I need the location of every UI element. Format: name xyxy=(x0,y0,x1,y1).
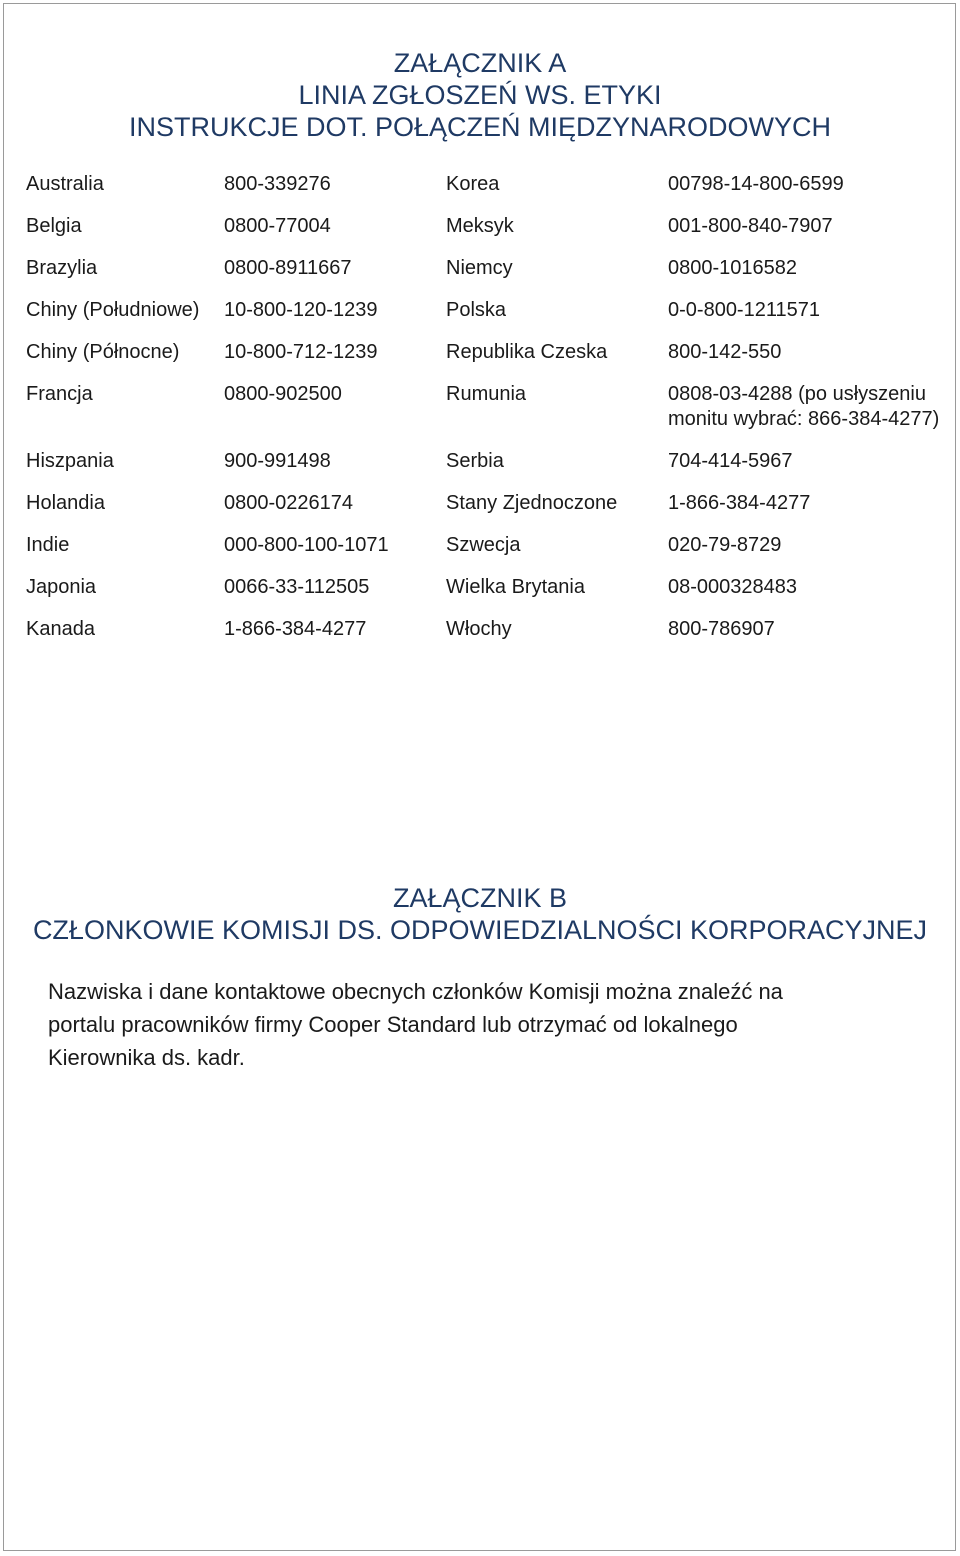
country-name: Holandia xyxy=(26,492,105,514)
paragraph-line: Nazwiska i dane kontaktowe obecnych członków Komisji można znaleźć na xyxy=(48,979,783,1004)
phone-number: 10-800-120-1239 xyxy=(224,299,378,321)
country-name: Włochy xyxy=(446,618,512,640)
appendix-a-instructions-title: INSTRUKCJE DOT. POŁĄCZEŃ MIĘDZYNARODOWYCH xyxy=(128,112,832,142)
phone-number: 0808-03-4288 (po usłyszeniu monitu wybrać: 866-384-4277) xyxy=(668,383,940,430)
table-row xyxy=(26,533,946,575)
phone-number: 0800-77004 xyxy=(224,215,331,237)
phone-number: 00798-14-800-6599 xyxy=(668,173,844,195)
table-row xyxy=(26,298,946,340)
country-name: Stany Zjednoczone xyxy=(446,492,618,514)
phone-number: 001-800-840-7907 xyxy=(668,215,833,237)
table-row xyxy=(26,491,946,533)
country-name: Australia xyxy=(26,173,104,195)
phone-number: 1-866-384-4277 xyxy=(668,492,811,514)
phone-number: 704-414-5967 xyxy=(668,450,793,472)
appendix-b-title: ZAŁĄCZNIK B xyxy=(392,883,568,913)
appendix-a-heading xyxy=(0,47,960,143)
phone-number: 800-339276 xyxy=(224,173,331,195)
appendix-a-subtitle: LINIA ZGŁOSZEŃ WS. ETYKI xyxy=(298,80,662,110)
country-name: Wielka Brytania xyxy=(446,576,585,598)
phone-number: 0800-0226174 xyxy=(224,492,354,514)
phone-number: 08-000328483 xyxy=(668,576,798,598)
appendix-a-title: ZAŁĄCZNIK A xyxy=(393,48,567,78)
table-row xyxy=(26,172,946,214)
hotline-phone-rows xyxy=(26,172,946,659)
paragraph-line: portalu pracowników firmy Cooper Standard lub otrzymać od lokalnego xyxy=(48,1012,738,1037)
table-row xyxy=(26,340,946,382)
table-row xyxy=(26,575,946,617)
appendix-b-paragraph xyxy=(48,975,928,1074)
country-name: Francja xyxy=(26,383,93,405)
phone-number: 900-991498 xyxy=(224,450,331,472)
country-name: Japonia xyxy=(26,576,97,598)
phone-number: 800-142-550 xyxy=(668,341,782,363)
phone-number: 0800-8911667 xyxy=(224,257,352,279)
phone-number: 0066-33-112505 xyxy=(224,576,370,598)
table-row xyxy=(26,617,946,659)
country-name: Indie xyxy=(26,534,70,556)
country-name: Polska xyxy=(446,299,507,321)
phone-number: 000-800-100-1071 xyxy=(224,534,389,556)
phone-number: 800-786907 xyxy=(668,618,775,640)
appendix-b-subtitle: CZŁONKOWIE KOMISJI DS. ODPOWIEDZIALNOŚCI KORPORACYJNEJ xyxy=(32,915,928,945)
table-row xyxy=(26,256,946,298)
phone-number: 020-79-8729 xyxy=(668,534,782,556)
country-name: Kanada xyxy=(26,618,95,640)
phone-number: 10-800-712-1239 xyxy=(224,341,378,363)
appendix-b-heading xyxy=(0,882,960,946)
table-row xyxy=(26,382,946,449)
paragraph-line: Kierownika ds. kadr. xyxy=(48,1045,245,1070)
phone-number: 1-866-384-4277 xyxy=(224,618,367,640)
table-row xyxy=(26,214,946,256)
phone-number: 0800-1016582 xyxy=(668,257,798,279)
hotline-phone-table xyxy=(26,172,946,659)
country-name: Rumunia xyxy=(446,383,527,405)
phone-number: 0-0-800-1211571 xyxy=(668,299,820,321)
country-name: Chiny (Północne) xyxy=(26,341,180,363)
country-name: Meksyk xyxy=(446,215,514,237)
country-name: Niemcy xyxy=(446,257,513,279)
country-name: Serbia xyxy=(446,450,504,472)
country-name: Republika Czeska xyxy=(446,341,608,363)
country-name: Belgia xyxy=(26,215,82,237)
country-name: Hiszpania xyxy=(26,450,114,472)
country-name: Szwecja xyxy=(446,534,521,556)
table-row xyxy=(26,449,946,491)
country-name: Chiny (Południowe) xyxy=(26,299,200,321)
phone-number: 0800-902500 xyxy=(224,383,342,405)
country-name: Brazylia xyxy=(26,257,98,279)
country-name: Korea xyxy=(446,173,500,195)
